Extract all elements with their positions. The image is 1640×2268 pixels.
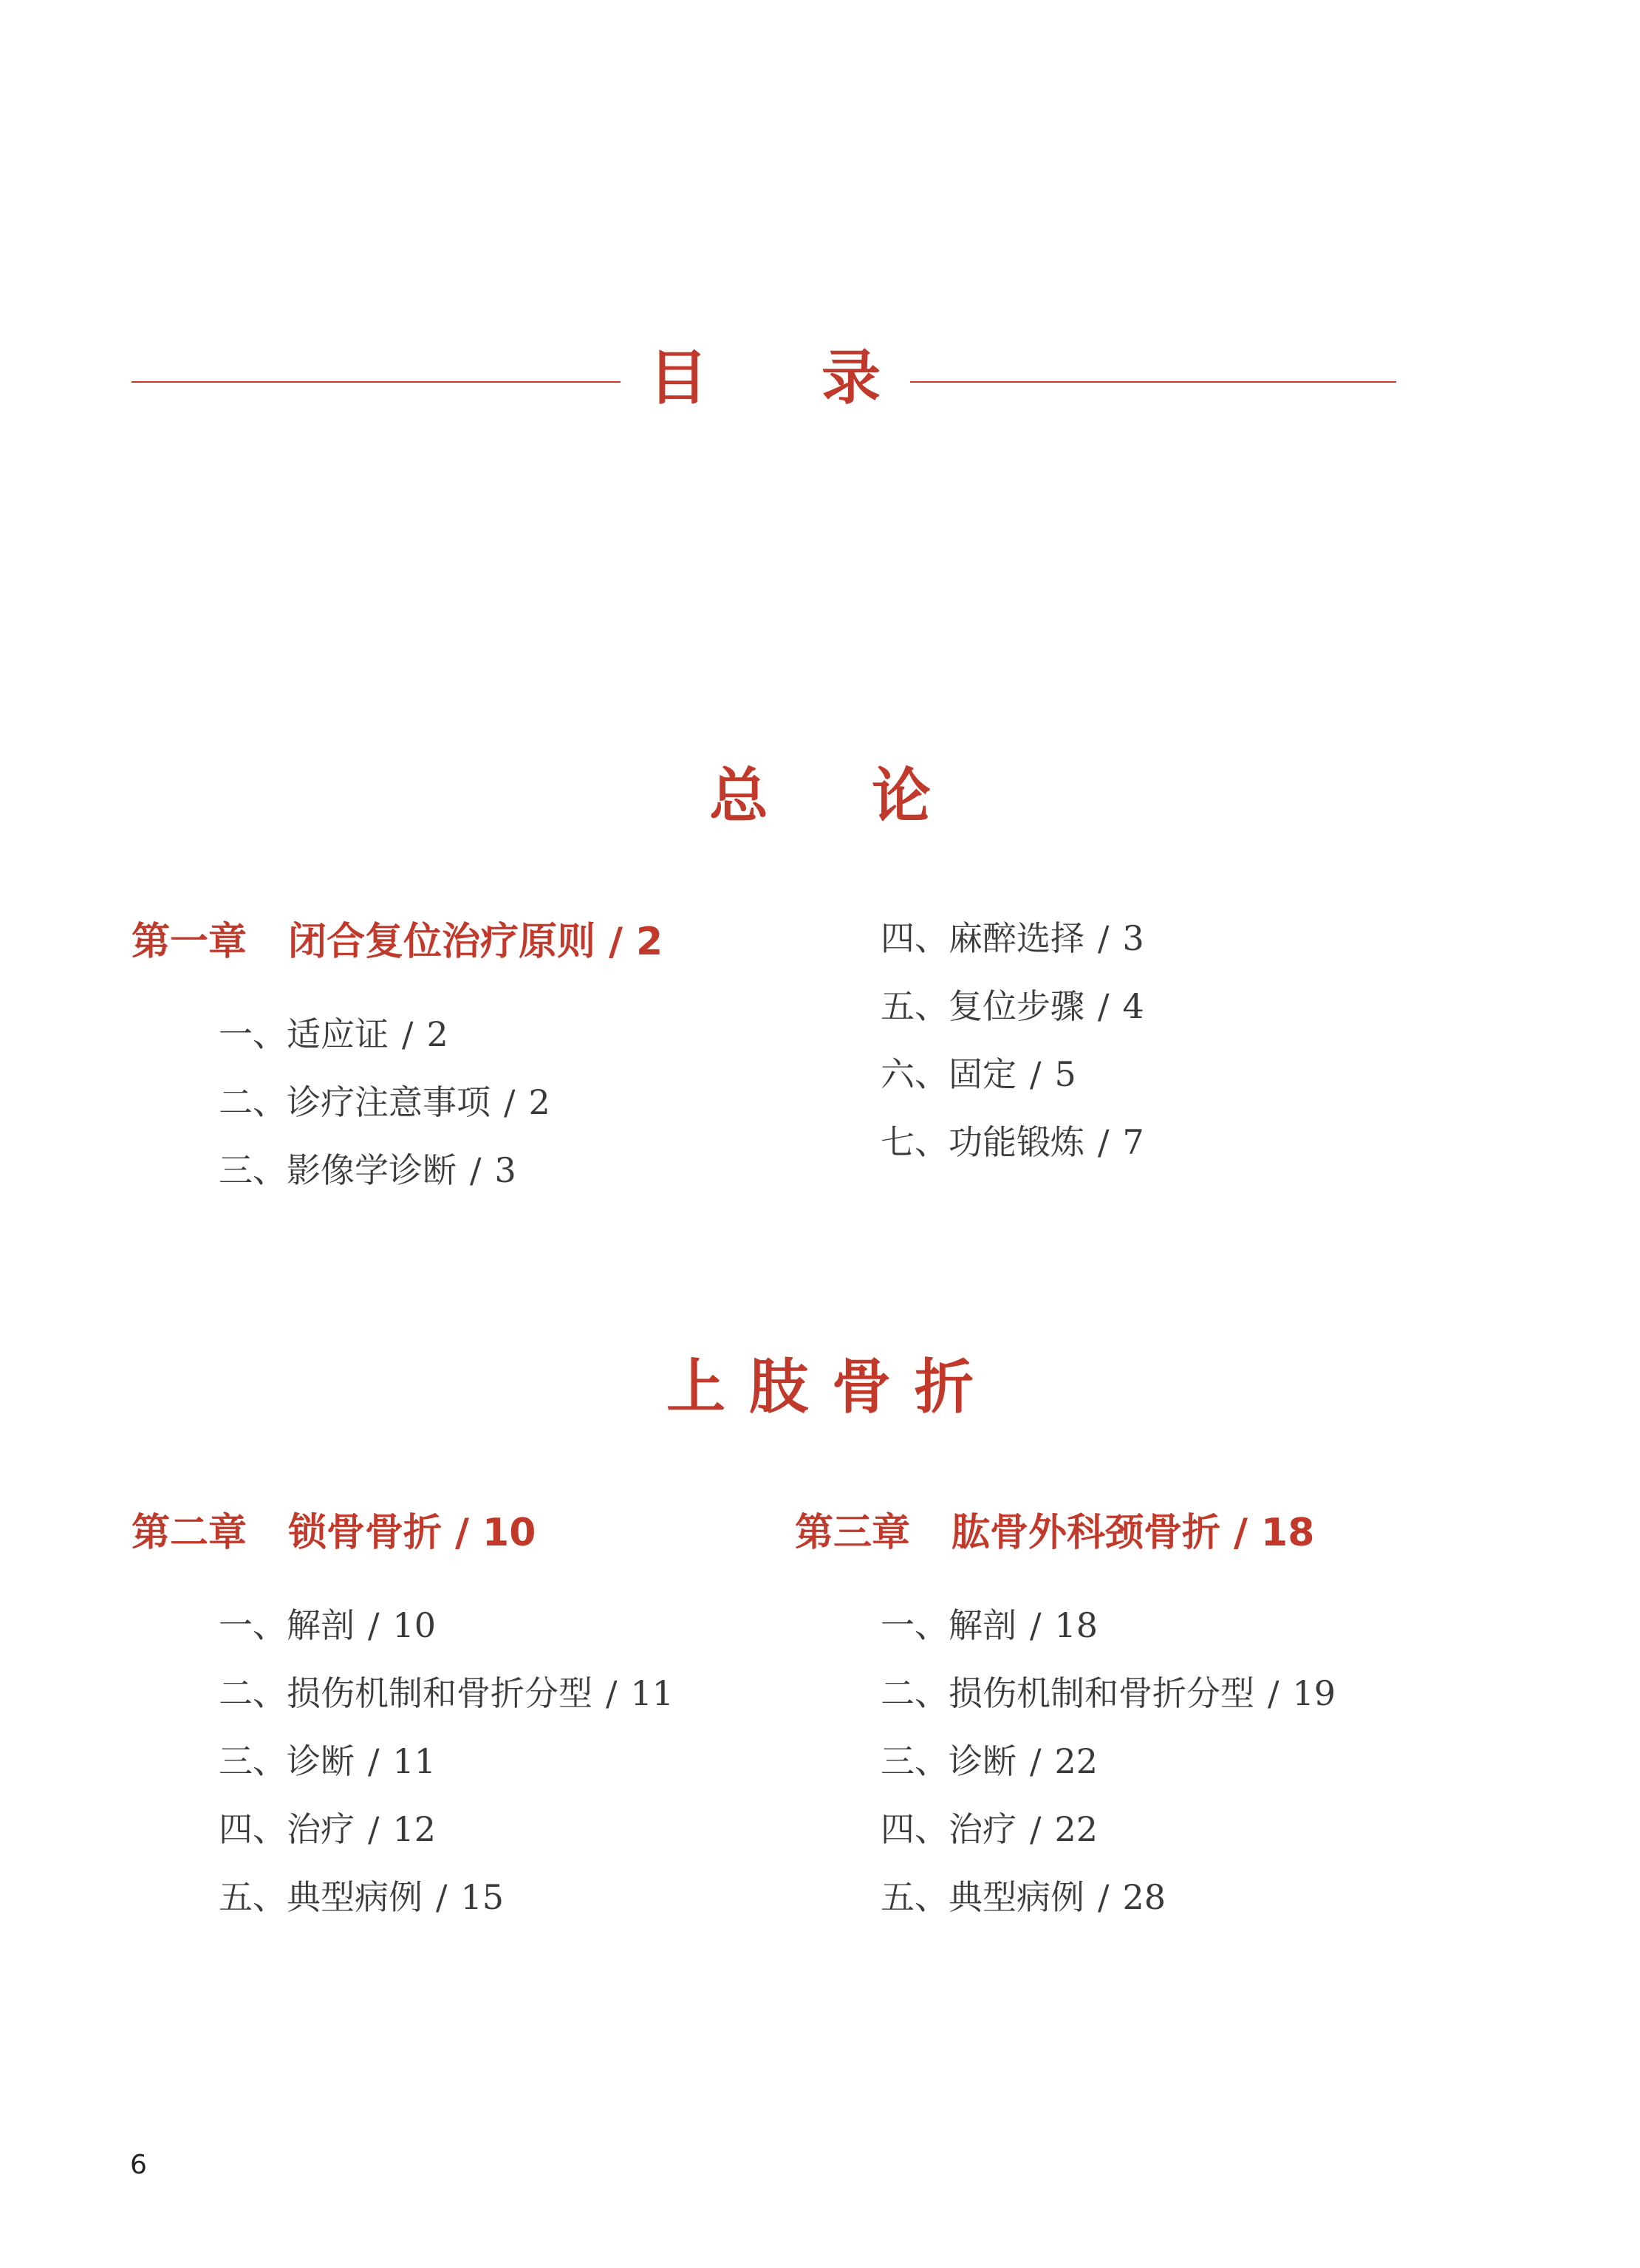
toc-title-char-2: 录 — [821, 344, 881, 412]
chapter-1-title: 闭合复位治疗原则 — [288, 920, 596, 964]
chapter-1-label: 第一章 — [131, 920, 247, 964]
part-title-general-char-1: 总 — [709, 762, 768, 830]
toc-entry-text: 七、功能锻炼 — [881, 1122, 1084, 1162]
toc-entry-page: 12 — [392, 1809, 437, 1849]
toc-entry-separator: / — [1030, 1741, 1042, 1781]
toc-entry-page: 3 — [1122, 918, 1144, 958]
toc-entry-separator: / — [1030, 1809, 1042, 1849]
toc-entry-text: 一、解剖 — [881, 1605, 1017, 1645]
toc-entry-separator: / — [1098, 986, 1110, 1026]
toc-entry-page: 15 — [460, 1877, 505, 1917]
toc-title-char-1: 目 — [649, 344, 708, 412]
toc-entry[interactable] — [881, 1807, 1098, 1851]
toc-entry-page: 4 — [1122, 986, 1144, 1026]
toc-entry-separator: / — [470, 1150, 482, 1190]
toc-entry-page: 22 — [1054, 1809, 1099, 1849]
toc-entry[interactable] — [219, 1739, 436, 1783]
toc-entry[interactable] — [881, 1671, 1336, 1715]
toc-entry-text: 五、复位步骤 — [881, 986, 1084, 1026]
toc-entry-separator: / — [436, 1877, 448, 1917]
toc-entry-text: 四、治疗 — [219, 1809, 355, 1849]
toc-entry-separator: / — [1098, 1122, 1110, 1162]
toc-entry-page: 10 — [392, 1605, 437, 1645]
toc-entry-text: 一、适应证 — [219, 1014, 389, 1054]
toc-entry-text: 二、损伤机制和骨折分型 — [881, 1673, 1254, 1713]
chapter-3-label: 第三章 — [795, 1511, 911, 1555]
toc-entry-separator: / — [1268, 1673, 1279, 1713]
toc-entry-text: 一、解剖 — [219, 1605, 355, 1645]
toc-entry-separator: / — [368, 1809, 380, 1849]
toc-entry-page: 5 — [1054, 1054, 1076, 1094]
toc-entry[interactable] — [219, 1012, 448, 1056]
toc-entry-page: 2 — [528, 1082, 550, 1122]
chapter-2-separator: / — [455, 1511, 470, 1555]
toc-entry[interactable] — [881, 1603, 1098, 1647]
part-title-upper-limb: 上肢骨折 — [666, 1353, 997, 1421]
chapter-2-title: 锁骨骨折 — [288, 1511, 443, 1555]
toc-entry[interactable] — [219, 1875, 504, 1919]
toc-entry-page: 22 — [1054, 1741, 1099, 1781]
toc-entry-page: 18 — [1054, 1605, 1099, 1645]
toc-entry[interactable] — [881, 916, 1144, 960]
toc-entry-text: 四、治疗 — [881, 1809, 1017, 1849]
toc-entry-text: 四、麻醉选择 — [881, 918, 1084, 958]
chapter-3-title: 肱骨外科颈骨折 — [951, 1511, 1221, 1555]
toc-entry-page: 2 — [426, 1014, 448, 1054]
part-title-general-char-2: 论 — [872, 762, 931, 830]
toc-entry-text: 三、诊断 — [219, 1741, 355, 1781]
chapter-2-label: 第二章 — [131, 1511, 247, 1555]
toc-entry-separator: / — [402, 1014, 414, 1054]
toc-entry-page: 28 — [1122, 1877, 1166, 1917]
toc-entry-page: 11 — [392, 1741, 437, 1781]
toc-entry[interactable] — [219, 1080, 550, 1124]
toc-entry-page: 11 — [630, 1673, 674, 1713]
toc-entry-text: 三、影像学诊断 — [219, 1150, 457, 1190]
chapter-2-heading[interactable] — [131, 1507, 536, 1559]
chapter-1-heading[interactable] — [131, 916, 663, 968]
part-title-general — [0, 759, 1640, 833]
toc-entry-separator: / — [606, 1673, 618, 1713]
chapter-1-separator: / — [609, 920, 623, 964]
toc-entry-page: 19 — [1292, 1673, 1336, 1713]
toc-entry-text: 六、固定 — [881, 1054, 1017, 1094]
chapter-1-page: 2 — [636, 920, 663, 964]
title-rule-right — [910, 381, 1396, 383]
toc-entry-text: 三、诊断 — [881, 1741, 1017, 1781]
toc-entry-separator: / — [368, 1605, 380, 1645]
toc-entry[interactable] — [881, 1875, 1166, 1919]
toc-entry-separator: / — [504, 1082, 516, 1122]
toc-entry[interactable] — [219, 1603, 436, 1647]
page-number: 6 — [130, 2150, 147, 2180]
toc-entry[interactable] — [881, 1739, 1098, 1783]
chapter-3-heading[interactable] — [795, 1507, 1314, 1559]
chapter-2-page: 10 — [482, 1511, 536, 1555]
toc-entry-text: 二、损伤机制和骨折分型 — [219, 1673, 592, 1713]
toc-entry-text: 五、典型病例 — [881, 1877, 1084, 1917]
toc-entry[interactable] — [881, 1120, 1144, 1164]
toc-entry-page: 3 — [494, 1150, 516, 1190]
toc-entry-page: 7 — [1122, 1122, 1144, 1162]
toc-entry-separator: / — [1030, 1605, 1042, 1645]
toc-entry-separator: / — [1030, 1054, 1042, 1094]
toc-entry[interactable] — [219, 1671, 674, 1715]
toc-entry-text: 五、典型病例 — [219, 1877, 423, 1917]
title-rule-left — [131, 381, 621, 383]
toc-entry[interactable] — [881, 984, 1144, 1028]
chapter-3-page: 18 — [1261, 1511, 1315, 1555]
chapter-3-separator: / — [1234, 1511, 1248, 1555]
toc-entry[interactable] — [219, 1148, 516, 1192]
toc-entry-separator: / — [1098, 918, 1110, 958]
toc-entry-text: 二、诊疗注意事项 — [219, 1082, 491, 1122]
toc-entry-separator: / — [1098, 1877, 1110, 1917]
toc-entry-separator: / — [368, 1741, 380, 1781]
toc-entry[interactable] — [881, 1052, 1076, 1096]
toc-entry[interactable] — [219, 1807, 436, 1851]
